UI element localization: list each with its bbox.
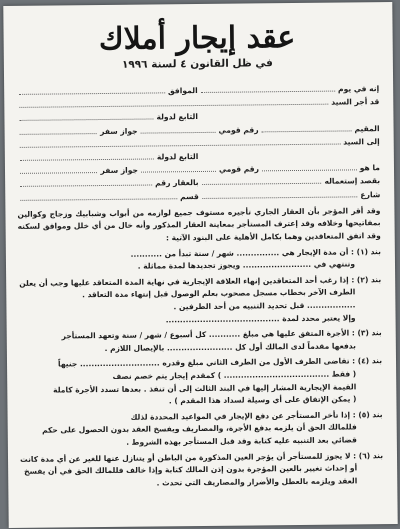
lessor-affiliation-label: التابع لدولة [156,112,198,122]
lessee-label: إلى السيد [343,136,380,147]
lessor-resident-label: المقيم [354,123,380,133]
clause-number: بند (٦) : [353,450,384,460]
intro-paragraph: وقد أقر المؤجر بأن العقار الجاري تأجيره مستوف جميع لوازمه من أبواب وشبابيك وزجاج وكوالين بمفاتيحها وخلافه وقد إعترف المستأجر بمعاينة العقار المذكور وأنه خال من أي خلل ومواقق لسكنه وقد اتفق المتعاقدين وهما بكامل الأهلية على البنود الآتية : [17,205,381,243]
clause-2 [18,274,382,328]
lessor-national-id-field[interactable] [141,124,216,133]
section-field[interactable] [20,191,177,201]
clause-text: ( يمكن الإتفاق على أي وسيلة لسداد هذا المقدم ) . [168,394,357,406]
clause-4 [19,355,383,409]
address-label: بالعقار رقم [155,178,199,188]
contract-page [3,2,397,528]
clause-text: تقاضى الطرف الأول من الطرف الثاني مبلغ وقدره ............................ جنيهاً [57,356,350,369]
purpose-field[interactable] [202,176,322,185]
clause-5 [20,409,383,451]
lessor-resident-field[interactable] [262,123,352,132]
clause-text: أو إحداث تغيير بالعين المؤجرة بدون إذن المالك كتابة وإذا خالف فللمالك الحق في أن يفسخ [24,463,358,476]
lessor-label: قد أجر السيد [331,97,380,107]
parties-section [16,82,380,205]
clause-text: ( فقط ..................................... ) كمقدم إيجار يتم خصم نصف [112,369,357,381]
clause-number: بند (٥) : [352,409,383,420]
clause-1 [18,246,381,275]
clause-text: فللمالك الحق أن يلزمه بدفع الأجرة، والمصاريف ويفسخ العقد بدون الحصول على حكم [42,422,357,435]
lessee-affiliation-field[interactable] [20,151,154,160]
clause-text: إذا رغب أحد المتعاقدين إنهاء العلاقة الإيجارية في نهاية المدة المتعاقد عليها وجب أن يعلن [19,275,349,288]
clause-text: بدفعها مقدماً لدى المالك أول كل ....................... بالإيصال اللازم . [104,341,356,353]
clause-text: وإلا يعتبر محدد لمدة ........................................ [165,312,356,324]
clauses-section [18,246,384,491]
street-label: شارع [360,189,381,199]
lessor-passport-field[interactable] [20,126,98,135]
street-field[interactable] [202,189,358,199]
lessor-affiliation-field[interactable] [19,112,153,121]
lessee-passport-field[interactable] [20,165,98,174]
clause-text: العقد ويلزمه بالعطل والأضرار والمصاريف التي تحدث . [156,476,358,488]
clause-text: الأجرة المتفق عليها هي مبلغ ........... كل أسبوع / شهر / سنة وتعهد المستأجر [61,328,350,341]
lessee-what-field[interactable] [262,163,357,172]
agreed-date-label: الموافق [167,86,198,96]
clause-number: بند (٣) : [351,328,382,338]
lessee-national-id-field[interactable] [141,164,216,173]
clause-text: ................. قبل تحديد التنبيه من أحد الطرفين . [173,300,356,312]
clause-text: لا يجوز للمستأجر أن يؤجر العين المذكورة من الباطن أو يتنازل عنها للغير عن أي مدة كانت [20,450,351,464]
section-label: قسم [180,191,199,201]
clause-text: وتنتهي في ........................ ويجوز تجديدها لمدة مماثلة . [137,259,356,271]
clause-text: أن مدة الإيجار هي ............... شهر / سنة تبدأ من ........... [130,247,349,259]
clause-text: قضائي بعد التنبيه عليه كتابة وقد قبل المستأجر بهذه الشروط . [126,435,357,447]
lessee-national-id-label: رقم قومي [218,164,260,175]
lessee-affiliation-label: التابع لدولة [156,152,199,162]
clause-3 [19,327,382,356]
clause-1-line-2 [18,258,381,274]
contract-subtitle: في ظل القانون ٤ لسنة ١٩٩٦ [121,57,273,71]
purpose-label: بقصد إستعماله [324,176,381,187]
lessor-national-id-label: رقم قومي [218,124,259,135]
clause-text: القيمة الإيجارية المشار إليها في البند الثالث إلى أن تنفذ . بعدها تسدد الأجرة كاملة [53,381,357,395]
agreed-date-field[interactable] [19,85,165,95]
clause-text: الطرف الآخر بخطاب مسجل مصحوب بعلم الوصول قبل إنتهاء مدة التعاقد . [82,287,356,300]
contract-title: عقد إيجار أملاك [98,19,296,58]
clause-text: إذا تأخر المستأجر عن دفع الإيجار في المواعيد المحددة لذلك [130,410,351,422]
date-field[interactable] [201,84,335,93]
clause-6 [20,450,383,492]
clause-2-line-4 [19,312,382,328]
lessor-passport-label: جواز سفر [100,126,138,136]
lessee-passport-label: جواز سفر [100,165,139,176]
address-field[interactable] [20,178,152,187]
lessee-what-label: ما هو [359,163,381,173]
street-row [17,188,380,205]
clause-number: بند (٤) : [352,356,383,366]
clause-number: بند (٢) : [351,274,382,285]
clause-number: بند (١) : [350,246,381,257]
date-label: إنه في يوم [337,84,380,94]
